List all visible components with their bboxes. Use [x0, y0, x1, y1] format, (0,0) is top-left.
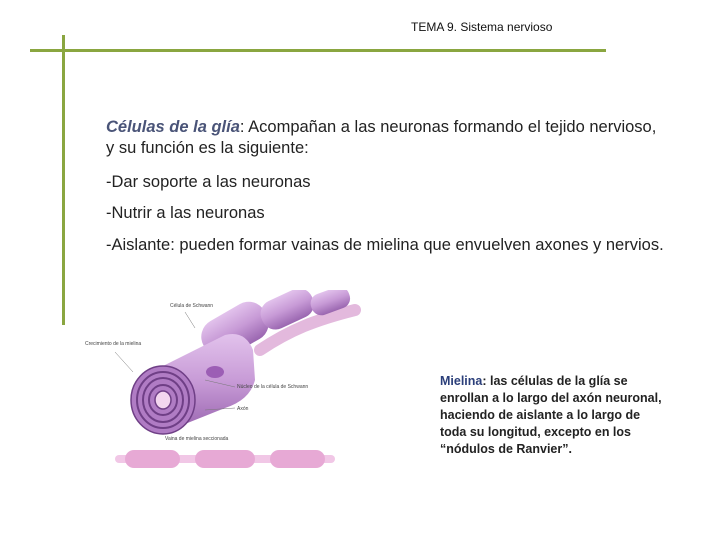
axon-with-nodes — [115, 450, 335, 468]
label-myelin-growth: Crecimiento de la mielina — [85, 341, 142, 347]
label-myelin-sheath: Vaina de mielina seccionada — [165, 436, 229, 442]
page-header-title: TEMA 9. Sistema nervioso — [411, 20, 553, 34]
label-schwann-cell: Célula de Schwann — [170, 303, 214, 309]
myelin-caption-text: : las células de la glía se enrollan a lo largo del axón neuronal, haciendo de aislante a lo largo de toda su longitud, excepto en los “nódulos de Ranvier”. — [440, 374, 662, 456]
function-item-support: -Dar soporte a las neuronas — [106, 173, 311, 191]
function-item-insulation: -Aislante: pueden formar vainas de mielina que envuelven axones y nervios. — [106, 236, 664, 254]
myelin-caption — [440, 373, 665, 458]
intro-text: : Acompañan a las neuronas formando el tejido nervioso, y su función es la siguiente: — [106, 118, 657, 157]
myelin-term: Mielina — [440, 374, 483, 388]
myelin-cross-section — [131, 366, 195, 434]
myelin-sheath-diagram — [85, 290, 425, 490]
glia-term: Células de la glía — [106, 118, 240, 136]
header-divider-horizontal — [30, 49, 606, 52]
label-schwann-nucleus: Núcleo de la célula de Schwann — [237, 384, 309, 390]
schwann-nucleus — [206, 366, 224, 378]
function-item-nutrition: -Nutrir a las neuronas — [106, 204, 265, 222]
intro-paragraph — [106, 117, 666, 159]
label-axon: Axón — [237, 406, 249, 412]
header-divider-vertical — [62, 35, 65, 325]
